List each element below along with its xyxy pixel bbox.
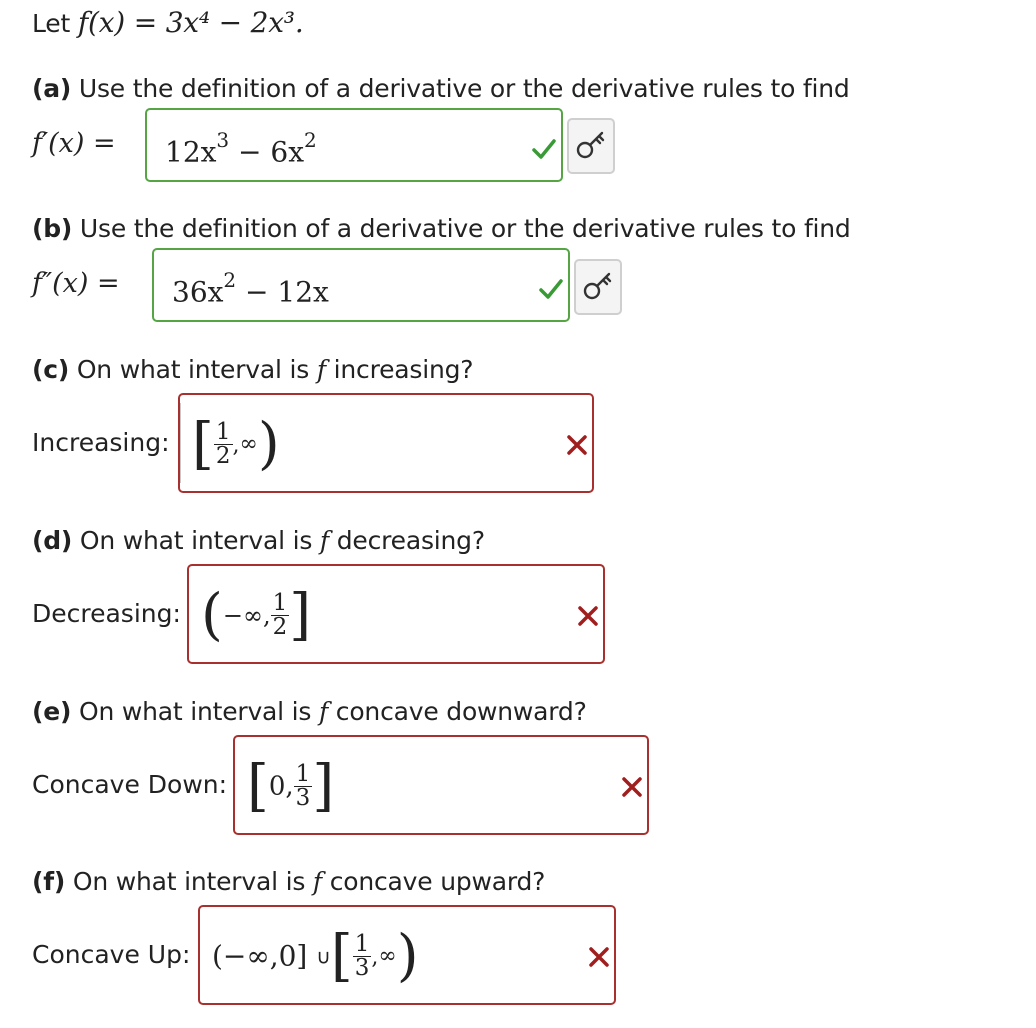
part-b-answer: $36x^2 - 12x$: [172, 268, 329, 309]
key-icon: [576, 261, 620, 313]
increasing-answer: [ $\frac{1}{2}$ ,∞): [192, 411, 280, 477]
part-c-text: On what interval is: [76, 355, 310, 384]
part-a-text: Use the definition of a derivative or the derivative rules to find: [78, 74, 850, 103]
part-c-text-end: increasing?: [333, 355, 474, 384]
part-d-letter: (d): [32, 526, 73, 555]
part-f-letter: (f): [32, 867, 66, 896]
part-b-prompt: [32, 214, 851, 243]
part-a-prompt: [32, 74, 850, 103]
part-a-answer: $12x^3 - 6x^2$: [165, 128, 317, 169]
part-e-text-end: concave downward?: [335, 697, 587, 726]
cross-icon: [619, 774, 645, 800]
part-b-math-label: f″(x) =: [32, 268, 120, 299]
problem-statement: [32, 6, 304, 39]
key-icon: [569, 120, 613, 172]
part-a-letter: (a): [32, 74, 72, 103]
checkmark-icon: [531, 136, 557, 162]
decreasing-label: Decreasing:: [32, 599, 181, 628]
concave-up-answer-field[interactable]: [198, 905, 616, 1005]
part-d-text-end: decreasing?: [336, 526, 485, 555]
concave-up-answer: (−∞,0] ∪[ $\frac{1}{3}$ ,∞): [212, 923, 419, 989]
part-b-answer-key-button[interactable]: [574, 259, 622, 315]
part-b-letter: (b): [32, 214, 73, 243]
part-b-text: Use the definition of a derivative or the derivative rules to find: [79, 214, 851, 243]
part-c-prompt: [32, 355, 473, 384]
part-b-answer-field[interactable]: [152, 248, 570, 322]
increasing-label: Increasing:: [32, 428, 170, 457]
part-a-math-label: f′(x) =: [32, 128, 116, 159]
cross-icon: [575, 603, 601, 629]
cross-icon: [564, 432, 590, 458]
part-f-text: On what interval is: [72, 867, 306, 896]
f-symbol: f: [312, 867, 322, 896]
decreasing-answer-field[interactable]: [187, 564, 605, 664]
concave-down-label: Concave Down:: [32, 770, 228, 799]
part-d-prompt: [32, 526, 485, 555]
part-a-answer-field[interactable]: [145, 108, 563, 182]
f-symbol: f: [318, 697, 329, 726]
part-a-answer-key-button[interactable]: [567, 118, 615, 174]
intro-prefix: Let: [32, 9, 71, 38]
part-f-text-end: concave upward?: [329, 867, 546, 896]
f-symbol: f: [316, 355, 326, 384]
function-definition: f(x) = 3x⁴ − 2x³.: [77, 6, 304, 39]
concave-up-label: Concave Up:: [32, 940, 191, 969]
part-e-text: On what interval is: [78, 697, 312, 726]
cross-icon: [586, 944, 612, 970]
increasing-answer-field[interactable]: [178, 393, 594, 493]
checkmark-icon: [538, 276, 564, 302]
decreasing-answer: (−∞, $\frac{1}{2}$ ]: [201, 582, 312, 648]
part-d-text: On what interval is: [79, 526, 313, 555]
part-c-letter: (c): [32, 355, 70, 384]
part-e-letter: (e): [32, 697, 72, 726]
f-symbol: f: [319, 526, 329, 555]
part-e-prompt: [32, 697, 587, 726]
concave-down-answer: [0, $\frac{1}{3}$ ]: [247, 753, 335, 819]
part-f-prompt: [32, 867, 545, 896]
concave-down-answer-field[interactable]: [233, 735, 649, 835]
